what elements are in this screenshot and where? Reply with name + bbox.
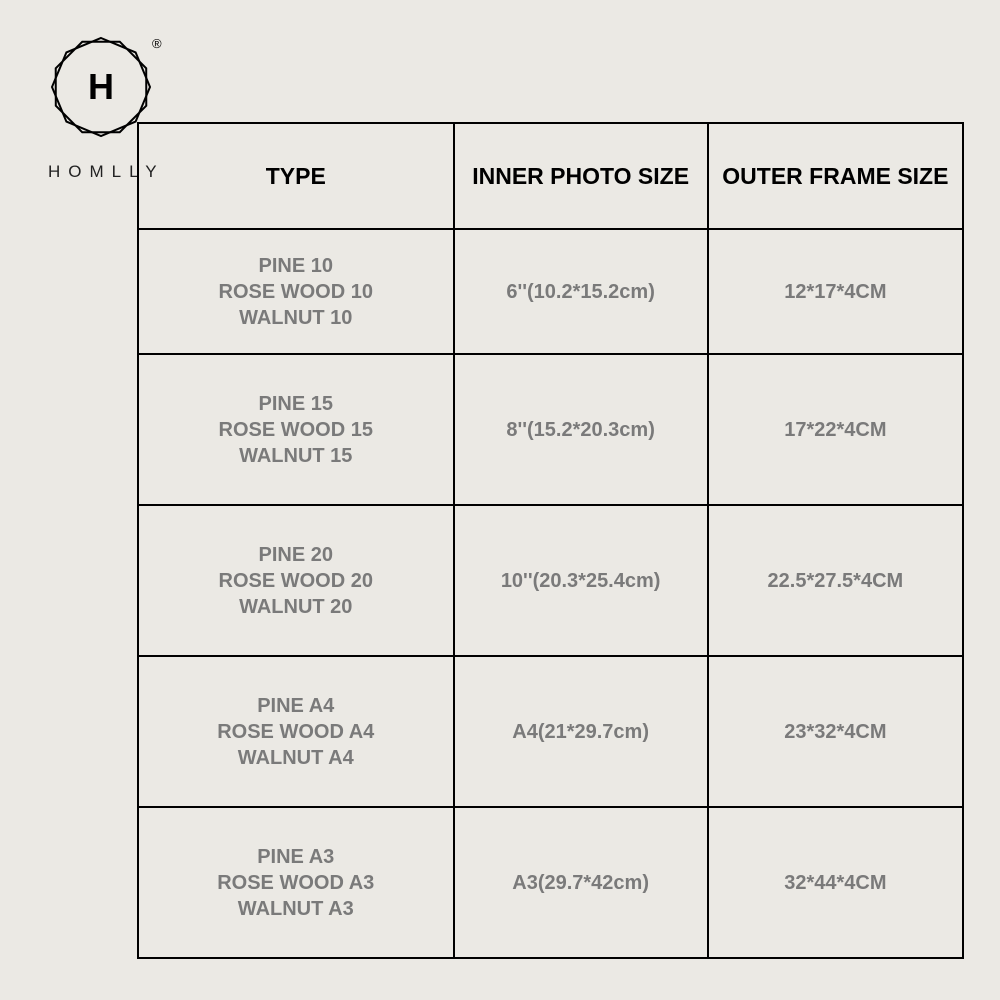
table-header-row [138, 123, 963, 229]
header-inner-photo-size: INNER PHOTO SIZE [454, 123, 708, 229]
type-cell [138, 505, 454, 656]
type-line: WALNUT 15 [239, 444, 353, 467]
outer-size-cell: 23*32*4CM [708, 656, 963, 807]
type-line: ROSE WOOD 15 [218, 418, 373, 441]
table-row [138, 505, 963, 656]
size-spec-table [137, 122, 964, 959]
type-line: WALNUT 10 [239, 306, 353, 329]
type-line: ROSE WOOD 20 [218, 569, 373, 592]
type-cell [138, 354, 454, 505]
header-outer-frame-size: OUTER FRAME SIZE [708, 123, 963, 229]
type-line: ROSE WOOD A4 [217, 720, 375, 743]
inner-size-cell: 6''(10.2*15.2cm) [454, 229, 708, 354]
type-line: PINE A4 [257, 694, 335, 717]
inner-size-cell: 8''(15.2*20.3cm) [454, 354, 708, 505]
type-line: PINE 10 [258, 254, 333, 277]
type-line: ROSE WOOD A3 [217, 871, 375, 894]
brand-wordmark: HOMLLY [48, 162, 165, 181]
outer-size-cell: 17*22*4CM [708, 354, 963, 505]
outer-size-cell: 22.5*27.5*4CM [708, 505, 963, 656]
inner-size-cell: 10''(20.3*25.4cm) [454, 505, 708, 656]
type-line: WALNUT 20 [239, 595, 353, 618]
type-line: PINE A3 [257, 845, 335, 868]
inner-size-cell: A4(21*29.7cm) [454, 656, 708, 807]
table-row [138, 656, 963, 807]
type-line: PINE 15 [258, 392, 333, 415]
inner-size-cell: A3(29.7*42cm) [454, 807, 708, 958]
type-line: WALNUT A3 [237, 897, 354, 920]
outer-size-cell: 32*44*4CM [708, 807, 963, 958]
type-cell [138, 229, 454, 354]
type-cell [138, 807, 454, 958]
type-line: PINE 20 [258, 543, 333, 566]
table-row [138, 807, 963, 958]
type-line: ROSE WOOD 10 [218, 280, 373, 303]
table-row [138, 229, 963, 354]
type-line: WALNUT A4 [237, 746, 354, 769]
logo-letter: H [88, 66, 114, 107]
header-type: TYPE [138, 123, 454, 229]
registered-mark: ® [152, 36, 162, 51]
table-row [138, 354, 963, 505]
type-cell [138, 656, 454, 807]
outer-size-cell: 12*17*4CM [708, 229, 963, 354]
